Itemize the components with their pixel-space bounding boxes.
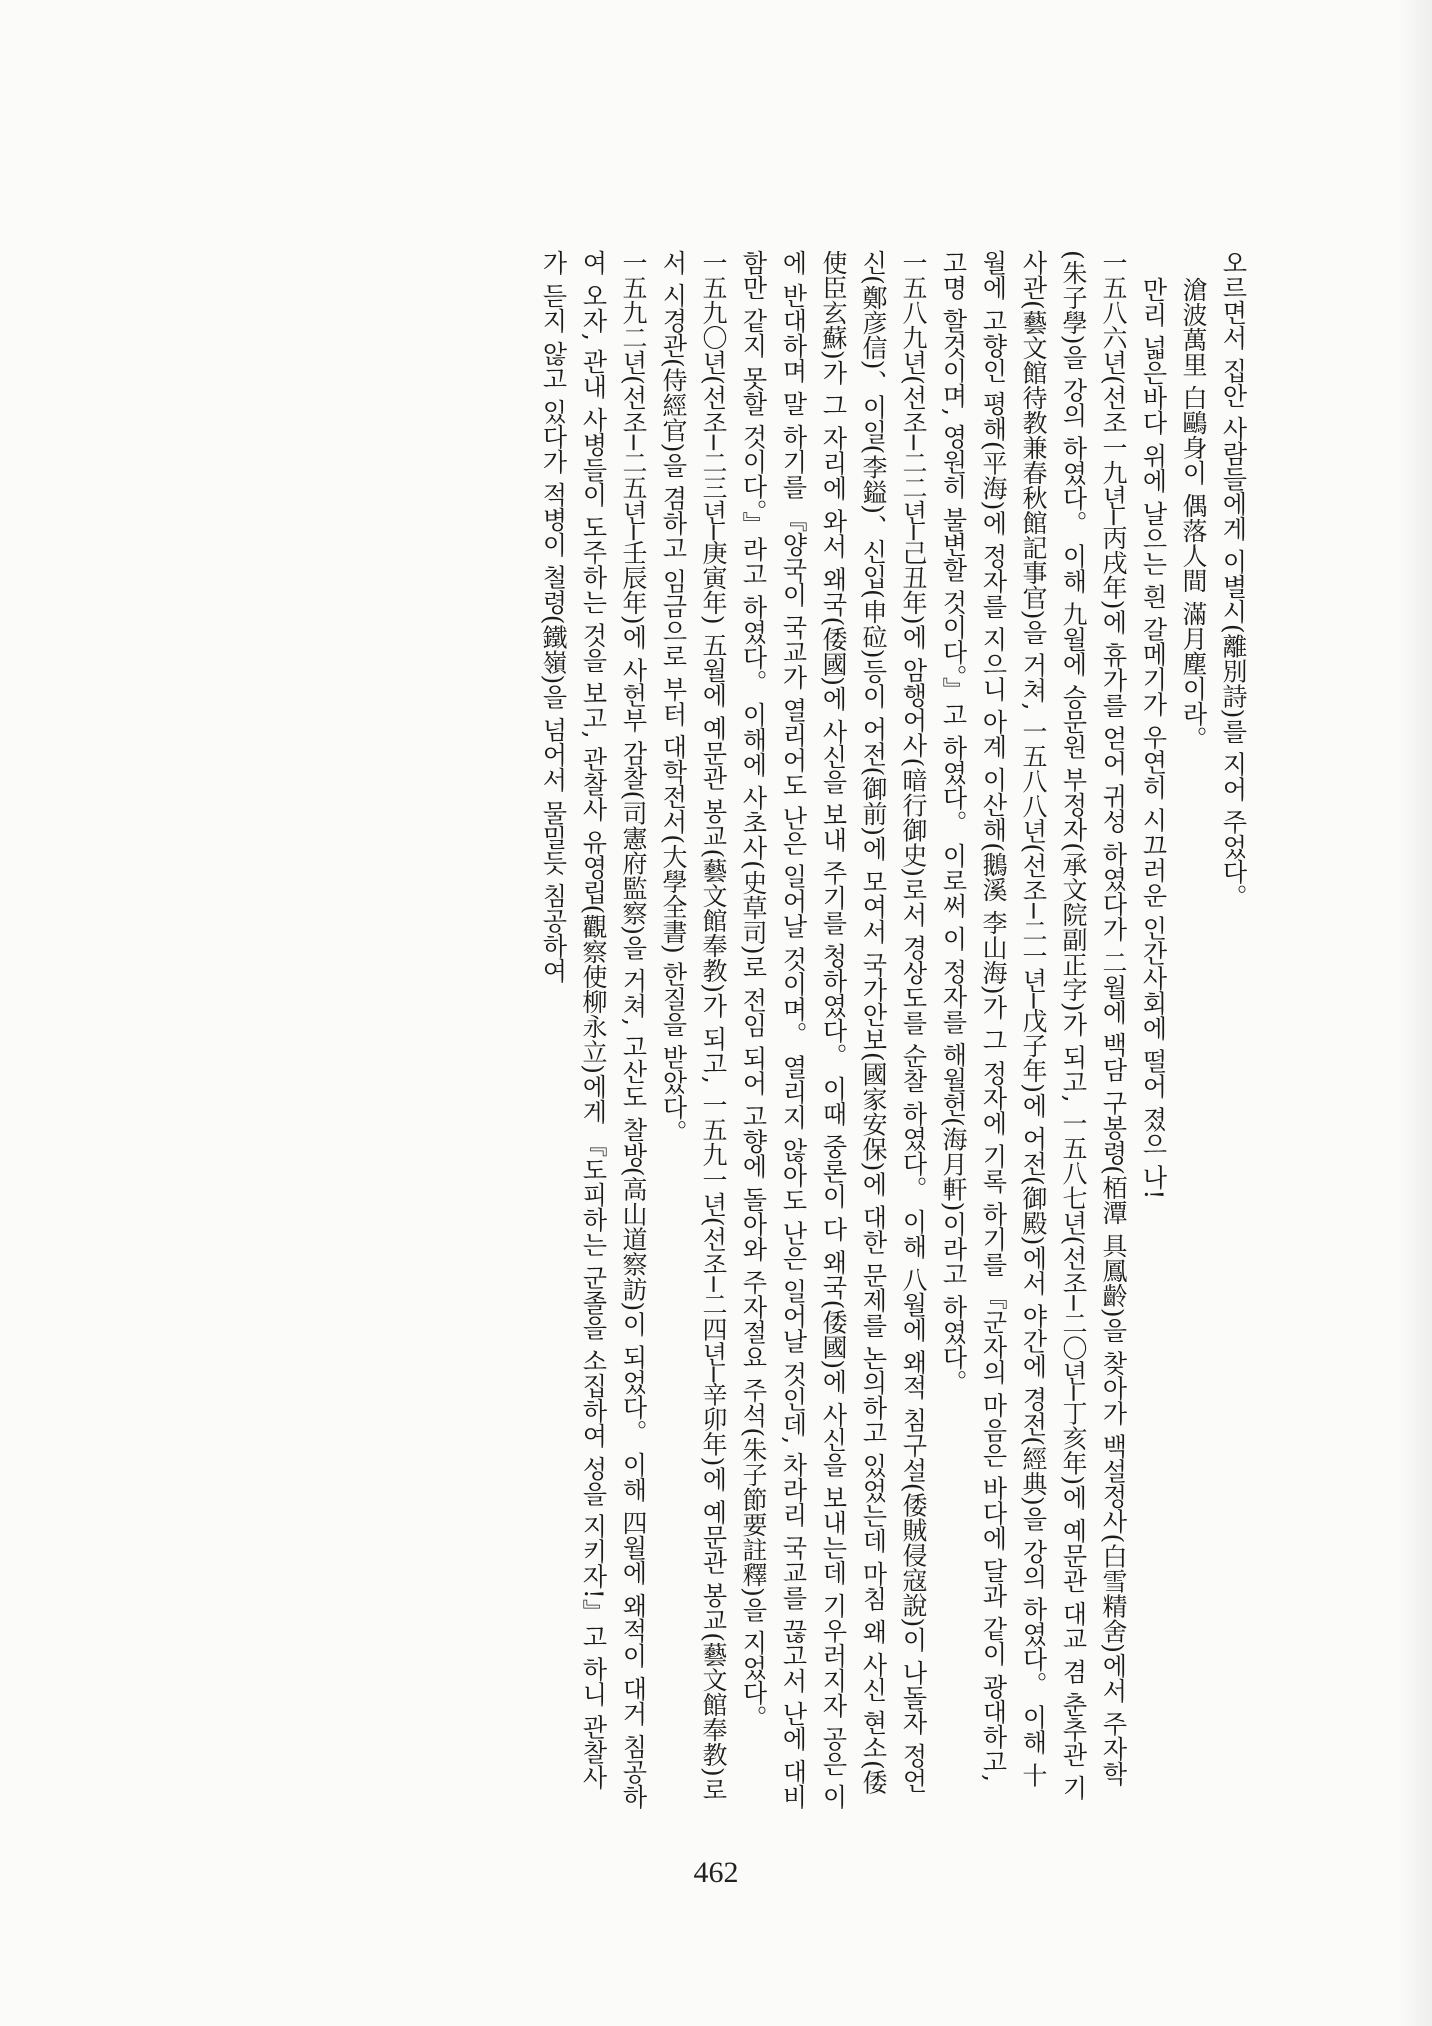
paragraph-1590: 一五九〇년(선조─二三년─庚寅年) 五월에 예문관 봉교(藝文館奉教)가 되고, 一五九一년(선조─二四년─辛卯年)에 예문관 봉교(藝文館奉教)로서 시경관(侍經官)을 겸하고 임금으로 부터 대학전서(大學全書) 한질을 받았다。 [659, 250, 728, 1802]
vertical-text-body [373, 250, 1253, 1810]
poem-line: 滄波萬里 白鷗身이 偶落人間 滿月塵이라。 [1179, 277, 1208, 751]
paragraph-1589: 一五八九년(선조─二二년─己丑年)에 암행어사(暗行御史)로서 경상도를 순찰 하였다。 이해 八월에 왜적 침구설(倭賊侵寇說)이 나돌자 정언신(鄭彦信)、이일(李鎰)、신입(申砬)등이 어전(御前)에 모여서 국가안보(國家安保)에 대한 문제를 논의하고 있었는데 마침 왜 사신 현소(倭使臣玄蘇)가 그 자리에 와서 왜국(倭國)에 사신을 보내 주기를 청하였다。 이때 중론이 다 왜국(倭國)에 사신을 보내는데 기우러지자 공은 이에 반대하며 말 하기를 『양국이 국교가 열리어도 난은 일어날 것이며。 열리지 않아도 난은 일어날 것인데, 차라리 국교를 끊고서 난에 대비함만 같지 못할 것이다。』라고 하였다。 이해에 사초사(史草司)로 전임 되어 고향에 돌아와 주자절요 주석(朱子節要註釋)을 지었다。 [739, 250, 928, 1809]
page-edge-shadow [1398, 0, 1432, 2026]
poem-translation: 만리 넓은바다 위에 날으는 흰 갈메기가 우연히 시끄러운 인간사회에 떨어 졌으 나! [1139, 277, 1168, 1200]
page-number: 462 [693, 1856, 739, 1889]
paragraph-1586: 一五八六년(선조一九년─丙戌年)에 휴가를 얻어 귀성 하였다가 二월에 백담 구봉령(栢潭 具鳳齡)을 찾아가 백설정사(白雪精舍)에서 주자학(朱子學)을 강의 하였다。 이해 九월에 승문원 부정자(承文院副正字)가 되고, 一五八七년(선조─二〇년─丁亥年)에 예문관 대교 겸 춘추관 기사관(藝文館待教兼春秋館記事官)을 거쳐, 一五八八년(선조─二一년─戊子年)에 어전(御殿)에서 야간에 경전(經典)을 강의 하였다。 이해 十월에 고향인 평해(平海)에 정자를 지으니 아계 이산해(鵝溪 李山海)가 그 정자에 기록 하기를 『군자의 마음은 바다에 달과 같이 광대하고, 고명 할것이며, 영원히 불변할 것이다。』고 하였다。 이로써 이 정자를 해월헌(海月軒)이라고 하였다。 [939, 250, 1128, 1800]
paragraph-continuation: 오르면서 집안 사람들에게 이별시(離別詩)를 지어 주었다。 [1219, 250, 1248, 910]
paragraph-1592: 一五九二년(선조─二五년─壬辰年)에 사헌부 감찰(司憲府監察)을 거쳐, 고산도 찰방(高山道察訪)이 되었다。 이해 四월에 왜적이 대거 침공하여 오자, 관내 사병들이 도주하는 것을 보고, 관찰사 유영립(觀察使柳永立)에게 『도피하는 군졸을 소집하여 성을 지키자!』고 하니 관찰사가 듣지 않고 있다가 적병이 철령(鐵嶺)을 넘어서 물밀듯 침공하여 [539, 250, 648, 1809]
